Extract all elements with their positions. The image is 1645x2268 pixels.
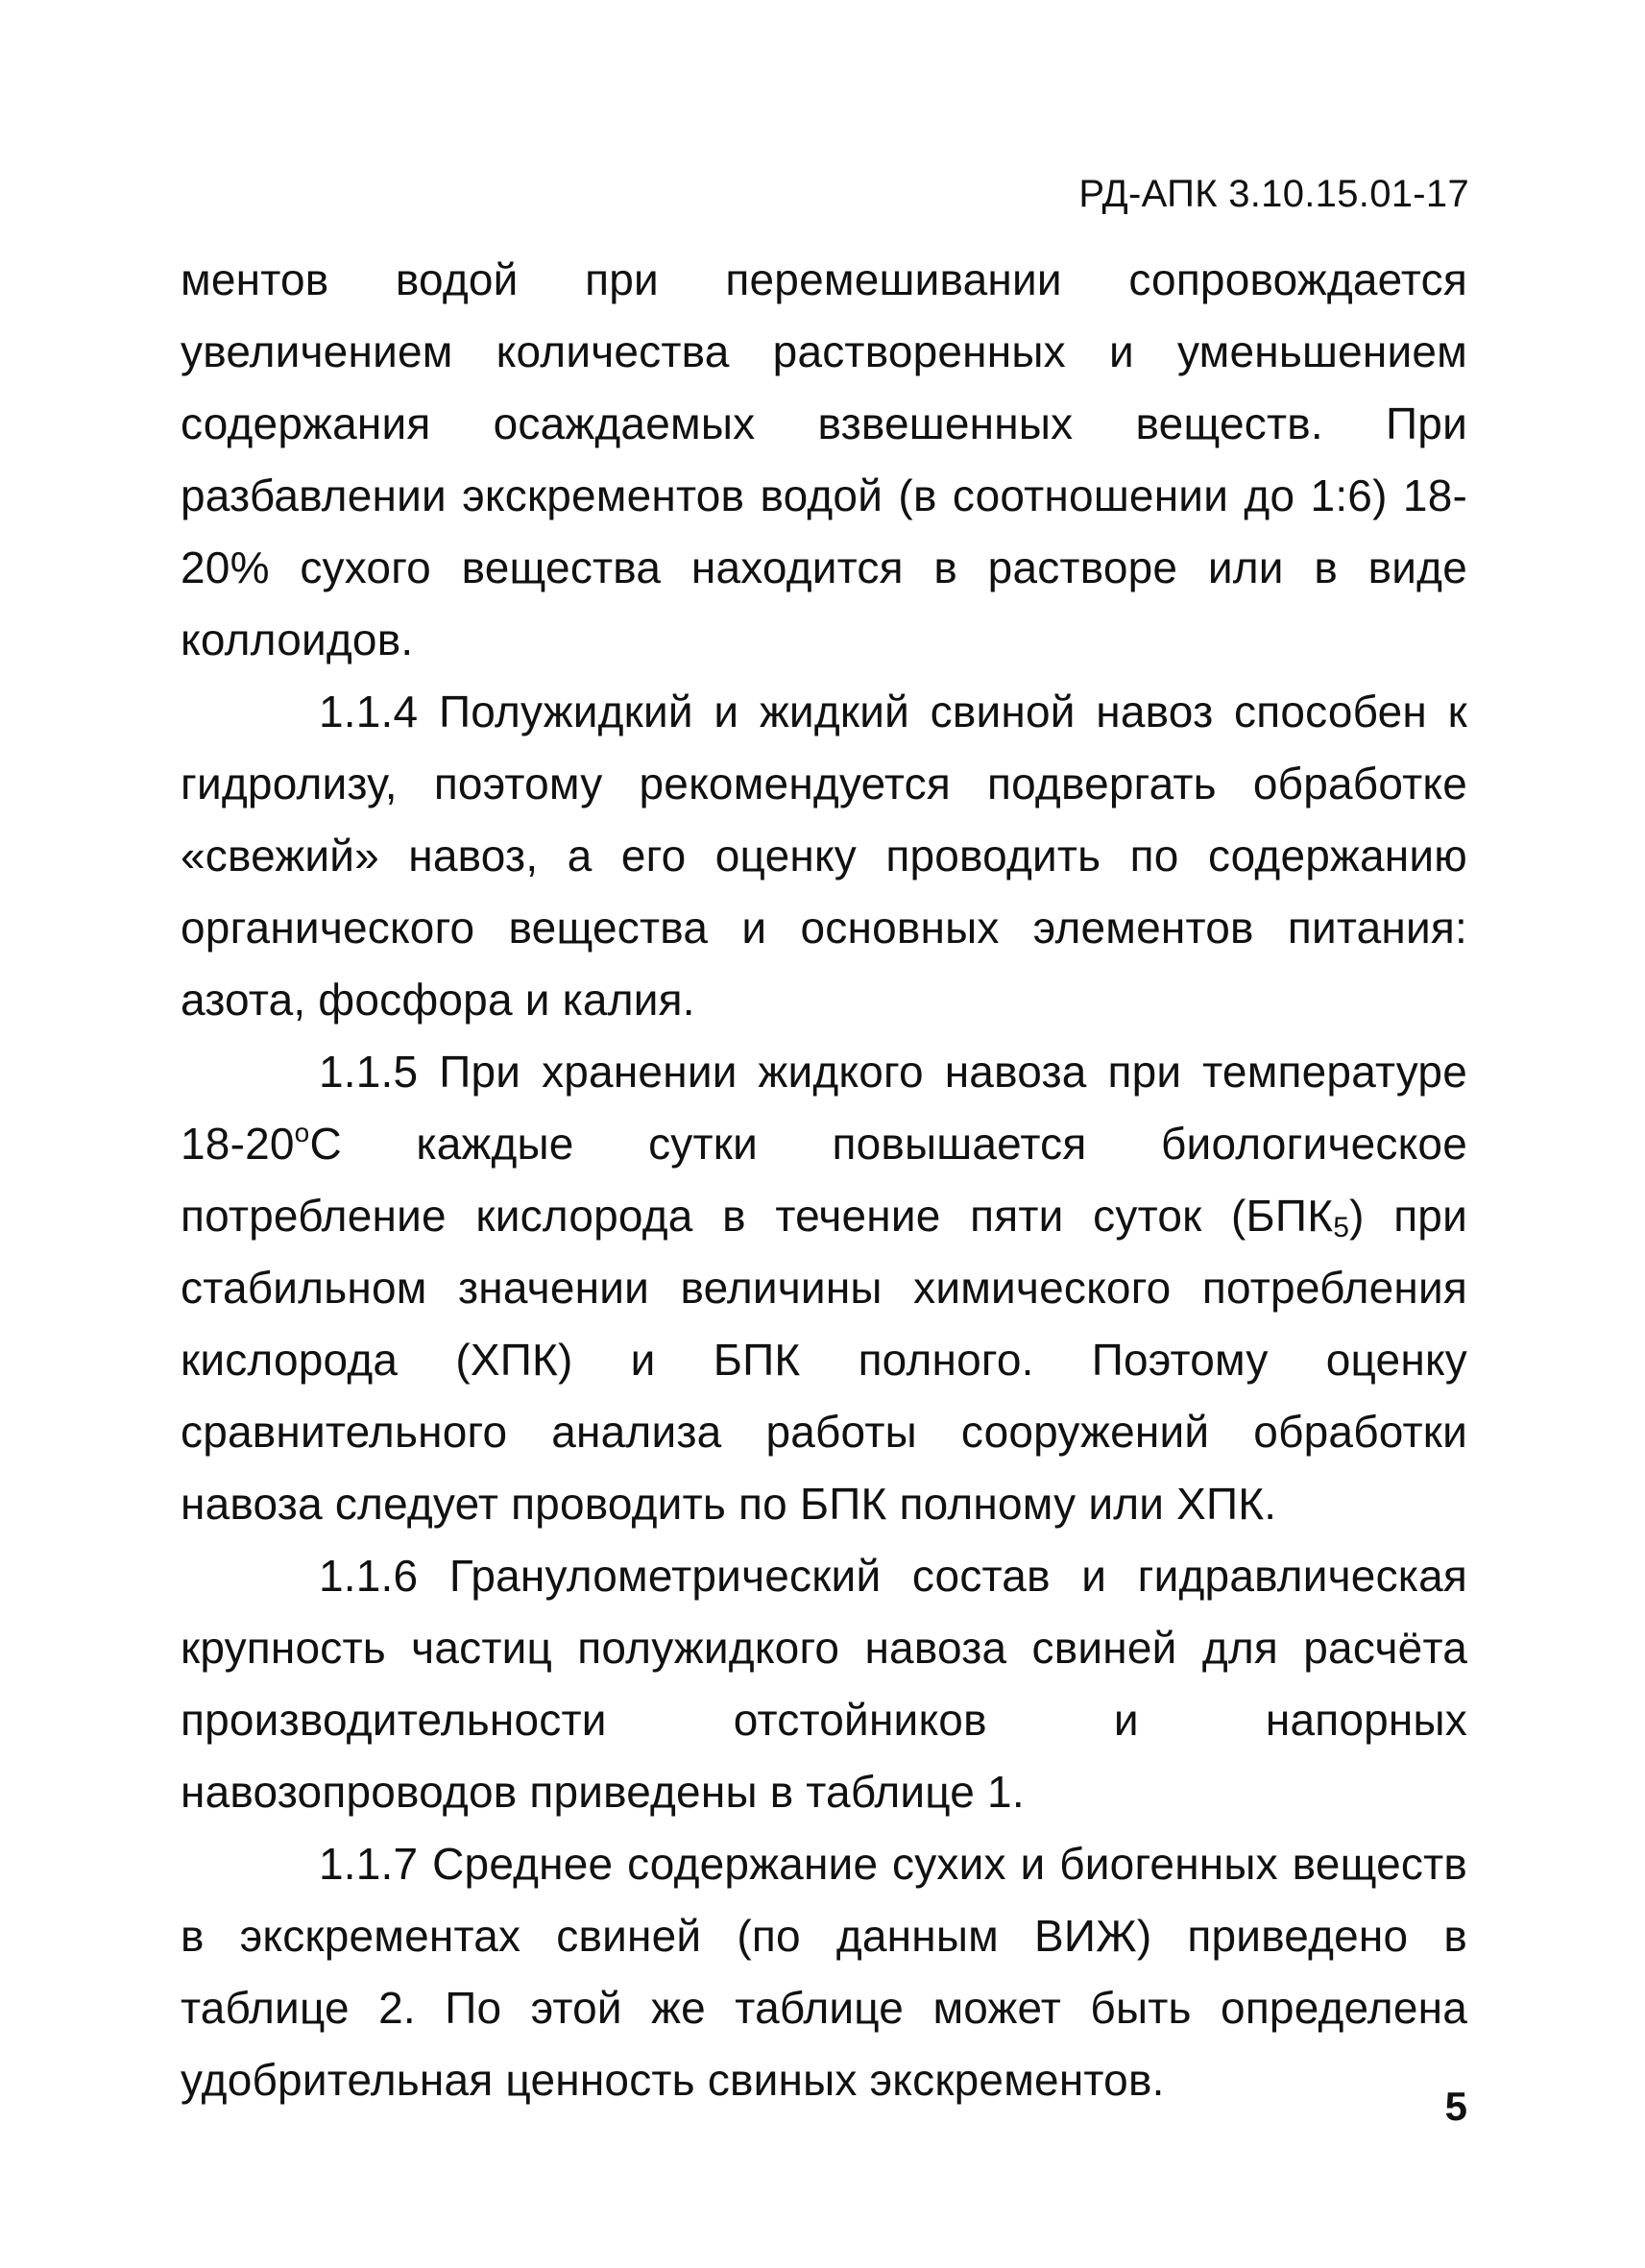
- paragraph-1-1-5-part2: С каждые сутки повышается биологическое потребление кислорода в течение пяти суток (БПК: [181, 1119, 1467, 1241]
- paragraph-1-1-5-part1: 1.1.5 При хранении жидкого навоза при температуре 18-20: [181, 1047, 1467, 1169]
- paragraph-1-1-5-part3: ) при стабильном значении величины химического потребления кислорода (ХПК) и БПК полного. Поэтому оценку сравнительного анализа работы сооружений обработки навоза следует проводить по БПК полному или ХПК.: [181, 1191, 1467, 1529]
- paragraph-1-1-7: 1.1.7 Среднее содержание сухих и биогенных веществ в экскрементах свиней (по данным ВИЖ) приведено в таблице 2. По этой же таблице может быть определена удобрительная ценность свиных экскрементов.: [181, 1839, 1467, 2105]
- degree-superscript: о: [294, 1118, 310, 1147]
- paragraph-1-1-6: 1.1.6 Гранулометрический состав и гидравлическая крупность частиц полужидкого навоза свиней для расчёта производительности отстойников и напорных навозопроводов приведены в таблице 1.: [181, 1551, 1467, 1817]
- paragraph-continuation: ментов водой при перемешивании сопровождается увеличением количества растворенных и уменьшением содержания осаждаемых взвешенных веществ. При разбавлении экскрементов водой (в соотношении до 1:6) 18-20% сухого вещества находится в растворе или в виде коллоидов.: [181, 254, 1467, 664]
- bpk-subscript: 5: [1333, 1212, 1350, 1243]
- document-code-header: РД-АПК 3.10.15.01-17: [1078, 173, 1469, 215]
- page-number: 5: [1444, 2084, 1467, 2129]
- body-text: [181, 244, 1467, 2116]
- paragraph-1-1-5: [181, 1036, 1467, 1540]
- paragraph-1-1-4: 1.1.4 Полужидкий и жидкий свиной навоз способен к гидролизу, поэтому рекомендуется подвергать обработке «свежий» навоз, а его оценку проводить по содержанию органического вещества и основных элементов питания: азота, фосфора и калия.: [181, 687, 1467, 1025]
